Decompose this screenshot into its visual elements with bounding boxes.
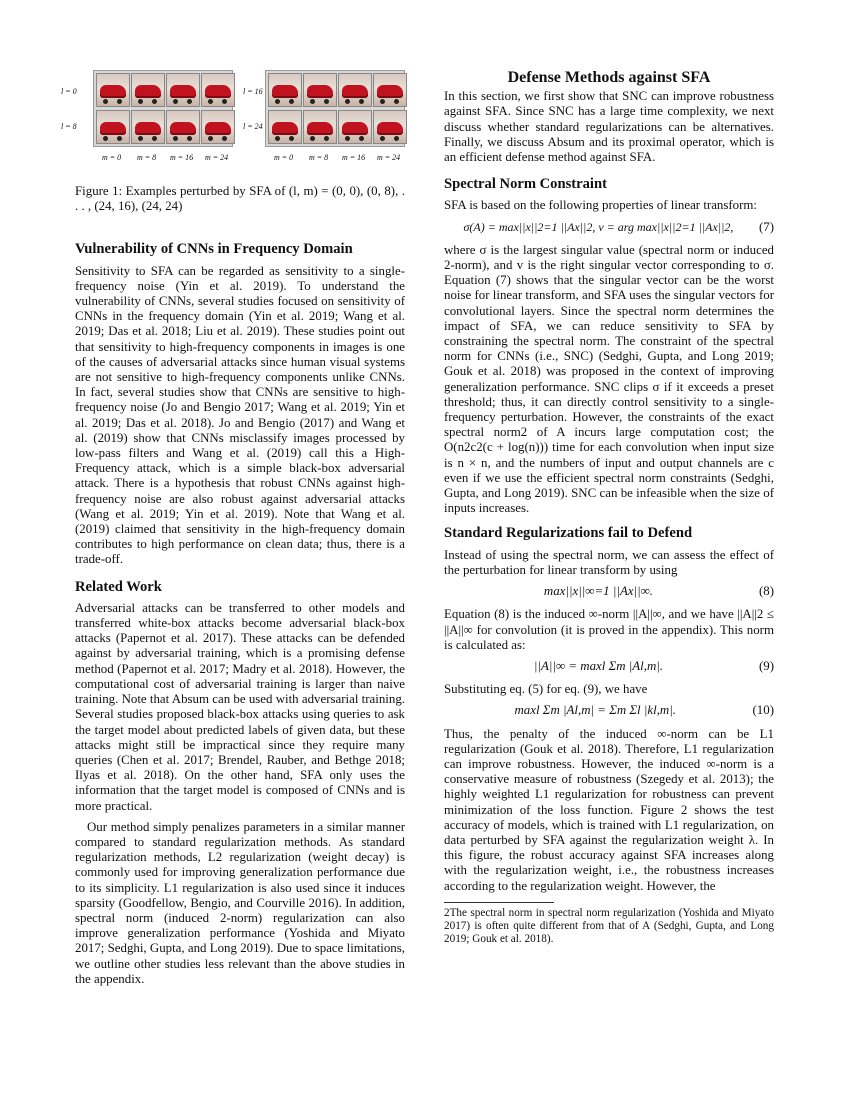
paragraph: Instead of using the spectral norm, we can assess the effect of the perturbation for linear transform by using — [444, 547, 774, 577]
col-label: m = 0 — [274, 153, 294, 162]
car-thumbnail — [166, 73, 200, 107]
equation-7 — [444, 220, 774, 235]
subsection-heading-snc: Spectral Norm Constraint — [444, 176, 607, 193]
equation-number: (8) — [758, 584, 774, 599]
equation-number: (7) — [758, 219, 774, 234]
paragraph: In this section, we first show that SNC can improve robustness against SFA. Since SNC has a large time complexity, we next discuss whether standard regularizations can be alternatives. Finally, we discuss Absum and its proximal operator, which is an efficient defense method against SFA. — [444, 89, 774, 165]
subsection-heading-standard-reg: Standard Regularizations fail to Defend — [444, 525, 693, 542]
row-label: l = 24 — [243, 122, 263, 131]
car-thumbnail — [201, 110, 235, 144]
car-thumbnail — [166, 110, 200, 144]
left-column — [61, 70, 405, 993]
row-label: l = 16 — [243, 87, 263, 96]
col-label: m = 8 — [137, 153, 157, 162]
figure-caption: Figure 1: Examples perturbed by SFA of (l, m) = (0, 0), (0, 8), . . . , (24, 16), (24, 24) — [75, 184, 405, 214]
car-thumbnail — [131, 73, 165, 107]
col-label: m = 8 — [309, 153, 329, 162]
car-thumbnail — [268, 73, 302, 107]
car-thumbnail — [131, 110, 165, 144]
thumb-grid — [93, 70, 233, 147]
equation-body: σ(A) = max||x||2=1 ||Ax||2, v = arg max||x||2=1 ||Ax||2, — [463, 219, 734, 234]
paragraph: Equation (8) is the induced ∞-norm ||A||∞, and we have ||A||2 ≤ ||A||∞ for convolution (it is proved in the appendix). This norm is calculated as: — [444, 607, 774, 652]
section-title-defense: Defense Methods against SFA — [507, 69, 711, 86]
paragraph: where σ is the largest singular value (spectral norm or induced 2-norm), and v is the right singular vector corresponding to σ. Equation (7) shows that the singular vector can be the worst noise for linear transform, and SFA uses the singular vectors for convolutional layers. Since the spectral norm determines the impact of SFA, we can reduce sensitivity to SFA by constraining the spectral norm. The constraint of the spectral norm for CNNs (i.e., SNC) (Sedghi, Gupta, and Long 2019; Gouk et al. 2018) was proposed in the context of improving generalization performance. SNC clips σ if it exceeds a preset threshold; thus, it can directly control sensitivity to a single-frequency perturbation. However, the constraints of the exact spectral norm2 of A incurs large computation cost; the O(n2c2(c + log(n))) time for each convolution when input size is n × n, and the numbers of input and output channels are c even if we use the efficient spectral norm constraints (Sedghi, Gupta, and Long 2019). SNC can be infeasible when the size of inputs increases. — [444, 242, 774, 516]
equation-number: (9) — [758, 658, 774, 673]
thumb-grid — [265, 70, 405, 147]
paragraph: Substituting eq. (5) for eq. (9), we have — [444, 682, 648, 697]
car-thumbnail — [303, 110, 337, 144]
footnote: 2The spectral norm in spectral norm regularization (Yoshida and Miyato 2017) is often quite different from that of A (Sedghi, Gupta, and Long 2019; Gouk et al. 2018). — [444, 906, 774, 945]
image-grid-right — [265, 70, 405, 147]
paragraph: SFA is based on the following properties of linear transform: — [444, 198, 758, 213]
equation-10 — [444, 703, 774, 718]
car-thumbnail — [373, 73, 407, 107]
car-thumbnail — [338, 110, 372, 144]
col-label: m = 16 — [342, 153, 366, 162]
paragraph: Thus, the penalty of the induced ∞-norm can be L1 regularization (Gouk et al. 2018). Therefore, L1 regularization can improve robustness. However, the induced ∞-norm is a conservative measure of robustness (Szegedy et al. 2013); the highly weighted L1 regularization for robustness can prevent minimization of the loss function. Figure 2 shows the test accuracy of models, which is trained with L1 regularization, on data perturbed by SFA against the regularization weight λ. In this figure, the robust accuracy against SFA increases along with the regularization weight, i.e., the robustness increases according to the regularization weight. However, the — [444, 726, 774, 893]
section-heading-related-work: Related Work — [75, 578, 162, 595]
equation-body: maxl Σm |Al,m| = Σm Σl |kl,m|. — [514, 703, 676, 718]
col-label: m = 24 — [205, 153, 229, 162]
car-thumbnail — [338, 73, 372, 107]
image-grid-left — [93, 70, 233, 147]
right-column — [444, 70, 774, 952]
car-thumbnail — [373, 110, 407, 144]
paragraph: Adversarial attacks can be transferred to other models and transferred white-box attacks become adversarial black-box attacks (Papernot et al. 2017). These attacks can be defended against by adversarial training, which is a promising defense method (Papernot et al. 2017; Madry et al. 2018). However, the computational cost of adversarial training is larger than naive training. Note that Absum can be used with adversarial training. Several studies proposed black-box attacks using queries to ask the target model about predicted labels of given data, but these attacks might still be impractical since they require many queries (Chen et al. 2017; Brendel, Rauber, and Bethge 2018; Ilyas et al. 2018). On the other hand, SFA only uses the information that the target model is composed of CNNs and is more practical. — [75, 600, 405, 813]
footnote-rule — [444, 902, 554, 903]
col-label: m = 24 — [377, 153, 401, 162]
car-thumbnail — [303, 73, 337, 107]
figure-1 — [61, 70, 405, 170]
paragraph: Our method simply penalizes parameters in a similar manner compared to standard regularization methods. As standard regularization methods, L2 regularization (weight decay) is commonly used for improving generalization performance due to its simplicity. L1 regularization is also used since it induces sparsity (Goodfellow, Bengio, and Courville 2016). In addition, spectral norm (induced 2-norm) regularization can also improve generalization performance (Yoshida and Miyato 2017; Sedghi, Gupta, and Long 2019). Due to space limitations, we outline other studies less relevant than the above studies in the appendix. — [75, 819, 405, 986]
equation-body: max||x||∞=1 ||Ax||∞. — [543, 584, 654, 599]
car-thumbnail — [96, 73, 130, 107]
section-heading-vulnerability: Vulnerability of CNNs in Frequency Domain — [75, 241, 353, 258]
paragraph: Sensitivity to SFA can be regarded as sensitivity to a single-frequency noise (Yin et al. 2019). To understand the vulnerability of CNNs, several studies focused on sensitivity of CNNs in the frequency domain (Yin et al. 2019; Wang et al. 2019; Das et al. 2018; Liu et al. 2019). These studies point out that sensitivity to high-frequency components in images is one of the causes of adversarial attacks since human visual systems are not sensitive to high-frequency components unlike CNNs. In fact, several studies show that CNNs are sensitive to high-frequency noise (Jo and Bengio 2017; Wang et al. 2019; Yin et al. 2019; Das et al. 2018). Jo and Bengio (2017) and Wang et al. (2019) show that CNNs misclassify images processed by low-pass filters and Wang et al. (2019) call this a High-Frequency attack, which is a simple black-box adversarial attack. There is a hypothesis that robust CNNs against high-frequency noise are also robust against adversarial attacks (Wang et al. 2019; Yin et al. 2019). Note that Wang et al. (2019) claimed that sensitivity in the high-frequency domain contributes to high performance on clean data; thus, there is a trade-off. — [75, 263, 405, 567]
row-label: l = 0 — [61, 87, 77, 96]
car-thumbnail — [96, 110, 130, 144]
equation-number: (10) — [752, 703, 774, 718]
equation-9 — [444, 659, 774, 674]
row-label: l = 8 — [61, 122, 77, 131]
col-label: m = 16 — [170, 153, 194, 162]
car-thumbnail — [201, 73, 235, 107]
equation-body: ||A||∞ = maxl Σm |Al,m|. — [533, 658, 664, 673]
equation-8 — [444, 584, 774, 599]
col-label: m = 0 — [102, 153, 122, 162]
car-thumbnail — [268, 110, 302, 144]
